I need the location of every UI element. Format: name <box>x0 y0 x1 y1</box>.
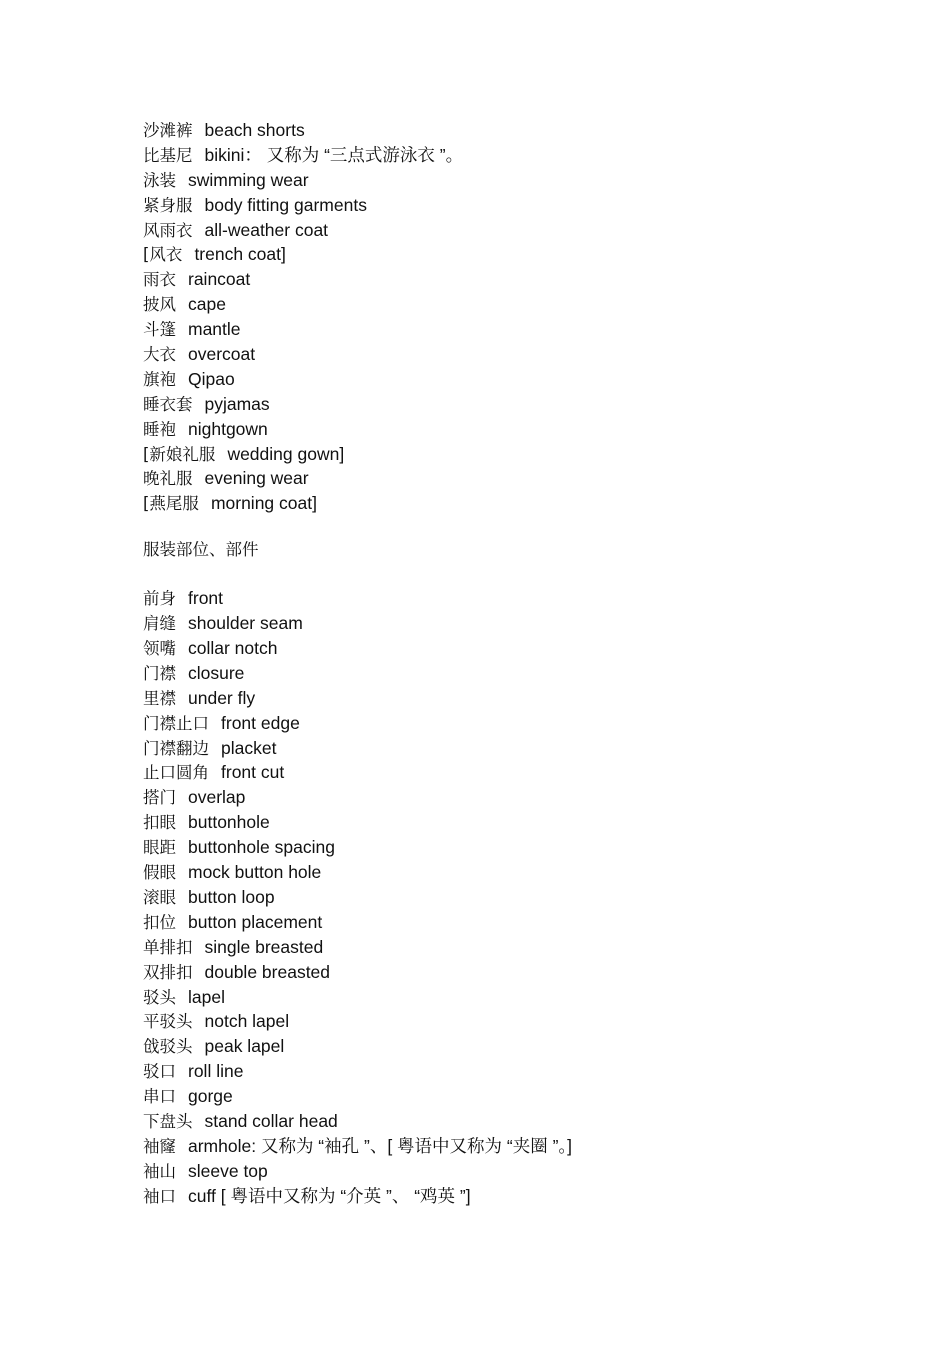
term-english: buttonhole spacing <box>188 837 335 858</box>
term-english: sleeve top <box>188 1160 268 1181</box>
term-english: cape <box>188 294 226 315</box>
term-english: gorge <box>188 1086 233 1107</box>
list-item <box>143 885 903 910</box>
list-item <box>143 342 903 367</box>
term-chinese: 领嘴 <box>143 639 176 659</box>
term-english: notch lapel <box>204 1011 290 1032</box>
term-english: evening wear <box>204 468 309 489</box>
term-chinese: 眼距 <box>143 838 176 858</box>
garment-parts-list <box>143 586 903 1208</box>
term-english: overcoat <box>188 344 256 365</box>
list-item <box>143 118 903 143</box>
term-english: pyjamas <box>204 393 270 414</box>
list-item <box>143 168 903 193</box>
term-chinese: 睡袍 <box>143 419 176 439</box>
list-item <box>143 586 903 611</box>
term-english: trench coat] <box>194 244 286 265</box>
term-chinese: 斗篷 <box>143 320 176 340</box>
term-english: collar notch <box>188 638 278 659</box>
list-item <box>143 760 903 785</box>
list-item <box>143 1034 903 1059</box>
list-item <box>143 392 903 417</box>
term-chinese: 戗驳头 <box>143 1037 193 1057</box>
term-english: lapel <box>188 986 225 1007</box>
list-item <box>143 985 903 1010</box>
term-english: roll line <box>188 1061 244 1082</box>
list-item <box>143 910 903 935</box>
list-item <box>143 442 903 467</box>
term-english: button placement <box>188 911 323 932</box>
list-item <box>143 1084 903 1109</box>
term-chinese: 披风 <box>143 295 176 315</box>
term-chinese: 搭门 <box>143 788 176 808</box>
term-english: stand collar head <box>204 1110 338 1131</box>
term-english: morning coat] <box>210 493 317 514</box>
list-item <box>143 835 903 860</box>
term-english: body fitting garments <box>204 194 367 215</box>
list-item <box>143 935 903 960</box>
list-item <box>143 611 903 636</box>
term-english: Qipao <box>188 368 235 389</box>
term-chinese: 门襟 <box>143 663 176 683</box>
list-item <box>143 1159 903 1184</box>
term-chinese: 旗袍 <box>143 369 176 389</box>
list-item <box>143 860 903 885</box>
list-item <box>143 292 903 317</box>
term-chinese: 晚礼服 <box>143 469 193 489</box>
term-chinese: [风衣 <box>143 245 183 265</box>
term-english: placket <box>221 737 277 758</box>
list-item <box>143 218 903 243</box>
term-chinese: 单排扣 <box>143 937 193 957</box>
list-item <box>143 1184 903 1209</box>
list-item <box>143 491 903 516</box>
term-english: mock button hole <box>188 862 322 883</box>
term-chinese: 睡衣套 <box>143 394 193 414</box>
term-chinese: 泳装 <box>143 170 176 190</box>
term-chinese: 肩缝 <box>143 614 176 634</box>
term-chinese: 门襟翻边 <box>143 738 209 758</box>
list-item <box>143 810 903 835</box>
term-chinese: 门襟止口 <box>143 713 209 733</box>
list-item <box>143 960 903 985</box>
list-item <box>143 736 903 761</box>
term-english: shoulder seam <box>188 613 303 634</box>
list-item <box>143 1134 903 1159</box>
list-item <box>143 1059 903 1084</box>
term-chinese: 驳口 <box>143 1062 176 1082</box>
term-chinese: 风雨衣 <box>143 220 193 240</box>
list-item <box>143 636 903 661</box>
list-item <box>143 267 903 292</box>
list-item <box>143 367 903 392</box>
list-item <box>143 143 903 168</box>
term-chinese: 串口 <box>143 1087 176 1107</box>
list-item <box>143 1109 903 1134</box>
term-chinese: [燕尾服 <box>143 494 199 514</box>
term-english: mantle <box>188 319 241 340</box>
term-english: front edge <box>221 712 300 733</box>
term-english: double breasted <box>204 961 331 982</box>
term-chinese: 比基尼 <box>143 145 193 165</box>
list-item <box>143 785 903 810</box>
term-chinese: 止口圆角 <box>143 763 209 783</box>
term-english: nightgown <box>188 418 268 439</box>
list-item <box>143 193 903 218</box>
term-chinese: 平驳头 <box>143 1012 193 1032</box>
term-english: bikini： 又称为 “三点式游泳衣 ”。 <box>204 144 464 165</box>
term-english: closure <box>188 662 245 683</box>
term-english: front cut <box>221 762 285 783</box>
term-chinese: 紧身服 <box>143 195 193 215</box>
list-item <box>143 242 903 267</box>
list-item <box>143 417 903 442</box>
term-english: all-weather coat <box>204 219 329 240</box>
list-item <box>143 317 903 342</box>
list-item <box>143 711 903 736</box>
term-chinese: 袖窿 <box>143 1136 176 1156</box>
term-chinese: 双排扣 <box>143 962 193 982</box>
term-chinese: 假眼 <box>143 863 176 883</box>
term-english: cuff [ 粤语中又称为 “介英 ”、 “鸡英 ”] <box>188 1185 471 1206</box>
term-english: armhole: 又称为 “袖孔 ”、[ 粤语中又称为 “夹圈 ”。] <box>188 1135 573 1156</box>
term-english: single breasted <box>204 936 324 957</box>
term-chinese: 驳头 <box>143 987 176 1007</box>
term-chinese: 前身 <box>143 589 176 609</box>
term-chinese: 里襟 <box>143 688 176 708</box>
term-chinese: 下盘头 <box>143 1111 193 1131</box>
term-english: wedding gown] <box>227 443 345 464</box>
term-chinese: 扣眼 <box>143 813 176 833</box>
term-english: front <box>188 588 224 609</box>
term-chinese: [新娘礼服 <box>143 444 216 464</box>
list-item <box>143 466 903 491</box>
term-chinese: 袖山 <box>143 1161 176 1181</box>
term-english: under fly <box>188 687 256 708</box>
list-item <box>143 686 903 711</box>
term-chinese: 大衣 <box>143 345 176 365</box>
term-chinese: 沙滩裤 <box>143 121 193 140</box>
term-english: buttonhole <box>188 812 270 833</box>
garment-list <box>143 118 903 516</box>
term-english: raincoat <box>188 269 251 290</box>
term-english: button loop <box>188 886 275 907</box>
document-page <box>143 118 903 1209</box>
section-heading: 服装部位、部件 <box>143 540 259 560</box>
term-english: beach shorts <box>204 120 305 140</box>
term-chinese: 滚眼 <box>143 887 176 907</box>
term-chinese: 扣位 <box>143 912 176 932</box>
term-chinese: 袖口 <box>143 1186 176 1206</box>
term-english: overlap <box>188 787 246 808</box>
term-english: swimming wear <box>188 169 309 190</box>
term-chinese: 雨衣 <box>143 270 176 290</box>
list-item <box>143 1009 903 1034</box>
list-item <box>143 661 903 686</box>
term-english: peak lapel <box>204 1036 285 1057</box>
